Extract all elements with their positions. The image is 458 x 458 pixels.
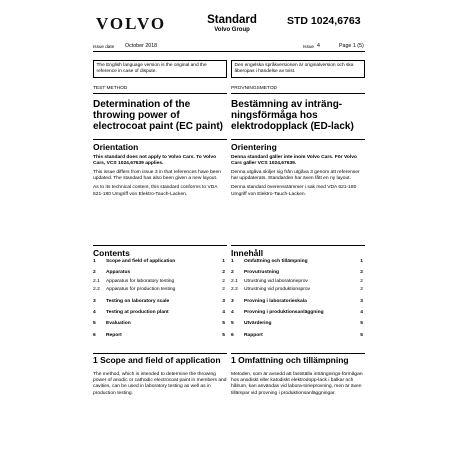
- toc-label: Utrustning vid produktionsprov: [244, 287, 311, 293]
- issue-value: 4: [317, 43, 320, 49]
- orientation-bold-en: This standard does not apply to Volvo Cars. To Volvo Cars, VCS 1024,67639 applies.: [93, 154, 217, 166]
- toc-row[interactable]: [231, 269, 365, 277]
- section-1-heading-sv: 1 Omfattning och tillämpning: [231, 353, 365, 366]
- toc-en: [93, 258, 227, 340]
- toc-page: 2: [222, 270, 225, 276]
- method-label-en: TEST METHOD: [93, 86, 227, 94]
- toc-label: Apparatus for laboratory testing: [106, 278, 175, 284]
- toc-number: 3: [231, 298, 234, 304]
- toc-number: 6: [93, 332, 96, 338]
- toc-label: Provning i laboratorieskala: [244, 298, 307, 304]
- toc-label: Utrustning vid laboratorieprov: [244, 278, 308, 284]
- toc-label: Apparatus for production testing: [106, 287, 176, 293]
- issue-meta-line: [93, 42, 365, 52]
- issue-date-label: Issue date: [93, 44, 115, 49]
- toc-page: 3: [360, 298, 363, 304]
- english-column: [93, 86, 227, 198]
- standard-label: Standard: [207, 14, 257, 26]
- toc-label: Scope and field of application: [106, 259, 176, 264]
- toc-label: Utvärdering: [244, 321, 272, 327]
- contents-heading-en: Contents: [93, 245, 227, 258]
- issue-date-value: October 2018: [125, 43, 158, 49]
- toc-row[interactable]: [93, 278, 227, 286]
- toc-row[interactable]: [93, 269, 227, 277]
- toc-page: 2: [222, 278, 225, 284]
- toc-page: 2: [360, 270, 363, 276]
- toc-label: Rapport: [244, 332, 263, 338]
- toc-number: 2: [231, 270, 234, 276]
- toc-row[interactable]: [231, 286, 365, 294]
- toc-number: 1: [231, 259, 234, 264]
- language-notice-en: The English language version is the original and the reference in case of dispute.: [93, 60, 227, 78]
- toc-page: 1: [360, 259, 363, 264]
- toc-number: 4: [93, 309, 96, 315]
- section-1-body-en: The method, which is intended to determine the throwing power of anodic or cathodic electrocoat paint in members and cavities, can be used in laboratory testing as well as in production testing.: [93, 372, 227, 396]
- toc-number: 6: [231, 332, 234, 338]
- toc-page: 2: [222, 287, 225, 293]
- toc-number: 2.1: [93, 278, 100, 284]
- toc-number: 2.1: [231, 278, 238, 284]
- toc-number: 4: [231, 309, 234, 315]
- orientation-heading-sv: Orientering: [231, 139, 365, 152]
- toc-row[interactable]: [231, 278, 365, 286]
- toc-label: Apparatus: [106, 270, 131, 276]
- toc-number: 2.2: [231, 287, 238, 293]
- document-title-en: Determination of the throwing power of electrocoat paint (EC paint): [93, 98, 224, 132]
- toc-label: Provning i produktionsanläggning: [244, 309, 324, 315]
- standard-number: STD 1024,6763: [287, 15, 361, 27]
- toc-row[interactable]: [231, 298, 365, 306]
- language-notice-sv: Den engelska språkversionen är originalversion och ska åberopas i händelse av tvist.: [231, 60, 365, 78]
- standard-heading: [205, 14, 259, 33]
- contents-heading-sv: Innehåll: [231, 245, 365, 258]
- toc-page: 5: [360, 332, 363, 338]
- toc-row[interactable]: [93, 298, 227, 306]
- toc-page: 2: [360, 278, 363, 284]
- toc-page: 1: [222, 259, 225, 264]
- toc-row[interactable]: [93, 286, 227, 294]
- toc-number: 5: [231, 321, 234, 327]
- section-1-body-sv: Metoden, som är avsedd att fastställa inträngnings-förmågan hos anodiskt eller katodiskt elektrodopp-lack i balkar och hålrum, kan användas vid labora-torieprovning, men är även tillämpar vid provning i produktionsanläggningar.: [231, 372, 363, 396]
- toc-page: 5: [222, 321, 225, 327]
- page-number: Page 1 (5): [339, 43, 364, 49]
- toc-page: 5: [222, 332, 225, 338]
- toc-label: Evaluation: [106, 321, 131, 327]
- toc-label: Testing on laboratory scale: [106, 298, 170, 304]
- toc-row[interactable]: [231, 332, 365, 340]
- toc-page: 3: [222, 298, 225, 304]
- method-label-sv: PROVNINGSMETOD: [231, 86, 365, 94]
- toc-label: Omfattning och tillämpning: [244, 259, 308, 264]
- toc-page: 4: [222, 309, 225, 315]
- toc-label: Testing at production plant: [106, 309, 169, 315]
- orientation-bold-sv: Denna standard gäller inte inom Volvo Cars. För Volvo Cars gäller VCS 1024,67639.: [231, 154, 357, 166]
- toc-number: 2: [93, 270, 96, 276]
- toc-number: 3: [93, 298, 96, 304]
- toc-number: 1: [93, 259, 96, 264]
- toc-row[interactable]: [231, 320, 365, 328]
- toc-page: 5: [360, 321, 363, 327]
- issue-label: Issue: [303, 44, 314, 49]
- toc-row[interactable]: [93, 320, 227, 328]
- toc-row[interactable]: [231, 309, 365, 317]
- toc-number: 2.2: [93, 287, 100, 293]
- toc-page: 4: [360, 309, 363, 315]
- toc-label: Provutrustning: [244, 270, 280, 276]
- toc-row[interactable]: [93, 309, 227, 317]
- section-1-heading-en: 1 Scope and field of application: [93, 353, 227, 366]
- toc-row[interactable]: [231, 258, 365, 266]
- group-name: Volvo Group: [214, 27, 250, 33]
- orientation-para2-sv: Denna standard överensstämmer i sak med VDA 621-180 Umgriff von Elektro-Tauch-Lacken.: [231, 185, 357, 197]
- document-title-sv: Bestämning av inträng-ningsförmåga hos elektrodopplack (ED-lack): [231, 98, 354, 132]
- orientation-para1-sv: Denna utgåva skiljer sig från utgåva 3 genom att referenser har uppdaterats. Standarden har även fått en ny layout.: [231, 169, 360, 182]
- toc-row[interactable]: [93, 258, 227, 266]
- toc-page: 2: [360, 287, 363, 293]
- toc-number: 5: [93, 321, 96, 327]
- toc-sv: [231, 258, 365, 340]
- orientation-para1-en: This issue differs from issue 3 in that references have been updated. The standard has also been given a new layout.: [93, 169, 221, 182]
- swedish-column: [231, 86, 365, 198]
- toc-label: Report: [106, 332, 122, 338]
- volvo-logo: VOLVO: [96, 14, 167, 33]
- toc-row[interactable]: [93, 332, 227, 340]
- orientation-para2-en: As to its technical content, this standard conforms to VDA 621-180 Umgriff von Elektro-Tauch-Lacken.: [93, 185, 218, 197]
- orientation-heading-en: Orientation: [93, 139, 227, 152]
